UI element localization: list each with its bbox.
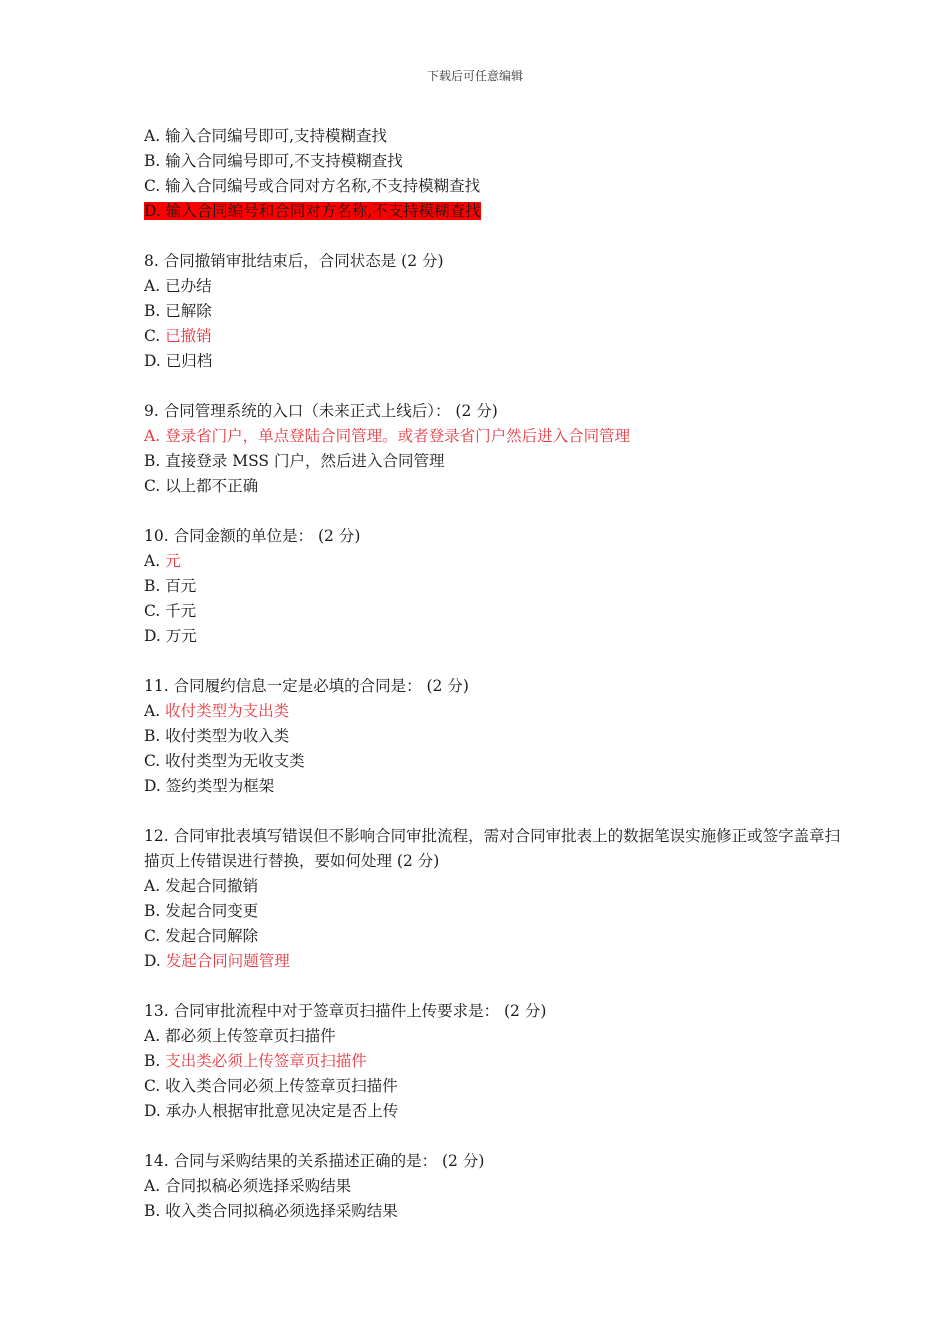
document-body [144,124,844,1224]
q10-option-a-answer: A. 元 [144,552,181,570]
q11-option-b: B. 收付类型为收入类 [144,727,290,745]
q9-option-b: B. 直接登录 MSS 门户，然后进入合同管理 [144,452,445,470]
q8-option-d: D. 已归档 [144,352,213,370]
q11-option-a-answer: A. 收付类型为支出类 [144,702,290,720]
q13-option-a: A. 都必须上传签章页扫描件 [144,1027,336,1045]
q13-option-d: D. 承办人根据审批意见决定是否上传 [144,1102,399,1120]
q7-option-b: B. 输入合同编号即可,不支持模糊查找 [144,152,403,170]
q11-option-d: D. 签约类型为框架 [144,777,275,795]
q13-option-c: C. 收入类合同必须上传签章页扫描件 [144,1077,398,1095]
q13-option-b-answer: B. 支出类必须上传签章页扫描件 [144,1052,367,1070]
q10-option-b: B. 百元 [144,577,197,595]
q10-option-d: D. 万元 [144,627,197,645]
q10-option-c: C. 千元 [144,602,197,620]
q12-option-a: A. 发起合同撤销 [144,877,259,895]
q8-option-a: A. 已办结 [144,277,212,295]
q7-option-d-highlighted: D. 输入合同编号和合同对方名称,不支持模糊查找 [144,202,481,220]
q8-title: 8. 合同撤销审批结束后，合同状态是 (2 分) [144,252,444,270]
q9-option-c: C. 以上都不正确 [144,477,259,495]
q9-title: 9. 合同管理系统的入口（未来正式上线后）： (2 分) [144,402,498,420]
q12-title: 12. 合同审批表填写错误但不影响合同审批流程，需对合同审批表上的数据笔误实施修正或签字盖章扫描页上传错误进行替换，要如何处理 (2 分) [144,827,841,870]
q12-option-b: B. 发起合同变更 [144,902,259,920]
q7-option-c: C. 输入合同编号或合同对方名称,不支持模糊查找 [144,177,481,195]
q11-option-c: C. 收付类型为无收支类 [144,752,305,770]
q14-option-a: A. 合同拟稿必须选择采购结果 [144,1177,352,1195]
q9-option-a-answer: A. 登录省门户，单点登陆合同管理。或者登录省门户然后进入合同管理 [144,427,631,445]
q11-title: 11. 合同履约信息一定是必填的合同是： (2 分) [144,677,469,695]
q14-title: 14. 合同与采购结果的关系描述正确的是： (2 分) [144,1152,485,1170]
q12-option-c: C. 发起合同解除 [144,927,259,945]
q14-option-b: B. 收入类合同拟稿必须选择采购结果 [144,1202,398,1220]
q13-title: 13. 合同审批流程中对于签章页扫描件上传要求是： (2 分) [144,1002,547,1020]
q7-option-a: A. 输入合同编号即可,支持模糊查找 [144,127,387,145]
q8-option-b: B. 已解除 [144,302,212,320]
page-header: 下载后可任意编辑 [426,69,523,83]
q10-title: 10. 合同金额的单位是： (2 分) [144,527,361,545]
q8-option-c-answer: C. 已撤销 [144,327,212,345]
q12-option-d-answer: D. 发起合同问题管理 [144,952,290,970]
